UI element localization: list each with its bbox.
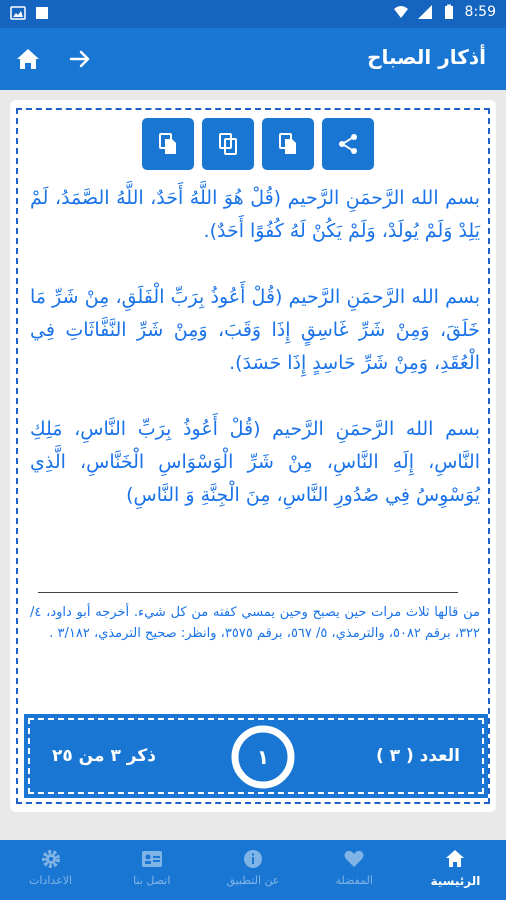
nav-label-contact: اتصل بنا xyxy=(133,874,171,887)
status-time: 8:59 xyxy=(464,4,496,20)
share-button[interactable] xyxy=(322,118,374,170)
notification-icon xyxy=(34,5,50,21)
nav-label-home: الرئيسية xyxy=(430,874,481,888)
zikr-card-border xyxy=(16,108,490,804)
share-icon xyxy=(336,132,360,156)
zikr-paragraph-falaq: بسم الله الرَّحمَنِ الرَّحيم (قُلْ أَعُوذُ بِرَبِّ الْفَلَقِ، مِنْ شَرِّ مَا خَلَقَ، وَمِنْ شَرِّ غَاسِقٍ إِذَا وَقَبَ، وَمِنْ شَرِّ النَّفَّاثَاتِ فِي الْعُقَدِ، وَمِنْ شَرِّ حَاسِدٍ إِذَا حَسَدَ). xyxy=(30,286,480,374)
divider xyxy=(38,592,458,593)
info-icon xyxy=(242,848,264,870)
zikr-paragraph-ikhlas: بسم الله الرَّحمَنِ الرَّحيم (قُلْ هُوَ اللَّهُ أَحَدٌ، اللَّهُ الصَّمَدُ، لَمْ يَلِدْ وَلَمْ يُولَدْ، وَلَمْ يَكُنْ لَهُ كُفُوًا أَحَدٌ). xyxy=(30,187,480,242)
gear-icon xyxy=(40,848,62,870)
nav-item-about[interactable] xyxy=(202,840,303,900)
zikr-progress-label: ذكر ٣ من ٢٥ xyxy=(52,746,156,766)
nav-item-favorites[interactable] xyxy=(304,840,405,900)
nav-item-settings[interactable] xyxy=(0,840,101,900)
contact-card-icon xyxy=(141,848,163,870)
counter-panel xyxy=(24,714,488,798)
wifi-icon xyxy=(393,4,409,20)
status-bar xyxy=(0,0,506,28)
nav-label-settings: الاعدادات xyxy=(29,874,73,887)
nav-item-home[interactable] xyxy=(405,840,506,900)
zikr-text xyxy=(30,182,480,545)
zikr-card xyxy=(10,100,496,812)
file-copy-icon xyxy=(276,132,300,156)
heart-icon xyxy=(343,848,365,870)
battery-icon xyxy=(441,4,457,20)
nav-label-favorites: المفضلة xyxy=(335,874,373,887)
signal-icon xyxy=(417,4,433,20)
counter-button[interactable]: ١ xyxy=(256,745,270,769)
page-title: أذكار الصباح xyxy=(367,45,486,69)
app-bar xyxy=(0,28,506,90)
copy-text-button[interactable] xyxy=(262,118,314,170)
nav-label-about: عن التطبيق xyxy=(226,874,280,887)
gallery-icon xyxy=(10,5,26,21)
action-toolbar xyxy=(142,118,374,170)
counter-panel-border xyxy=(28,718,484,794)
copy-all-button[interactable] xyxy=(202,118,254,170)
copy-button[interactable] xyxy=(142,118,194,170)
arrow-right-icon[interactable] xyxy=(66,46,94,72)
file-copy-icon xyxy=(156,132,180,156)
repeat-count-label: العدد ( ٣ ) xyxy=(375,746,460,766)
zikr-paragraph-nas: بسم الله الرَّحمَنِ الرَّحيم (قُلْ أَعُوذُ بِرَبِّ النَّاسِ، مَلِكِ النَّاسِ، إِلَهِ النَّاسِ، مِنْ شَرِّ الْوَسْوَاسِ الْخَنَّاسِ، الَّذِي يُوَسْوِسُ فِي صُدُورِ النَّاسِ، مِنَ الْجِنَّةِ وَ النَّاسِ) xyxy=(30,418,480,506)
bottom-nav xyxy=(0,840,506,900)
nav-item-contact[interactable] xyxy=(101,840,202,900)
copy-icon xyxy=(216,132,240,156)
zikr-source: من قالها ثلاث مرات حين يصبح وحين يمسي كفته من كل شيء. أخرجه أبو داود، ٤/ ٣٢٢، برقم ٥٠٨٢، والترمذي، ٥/ ٥٦٧، برقم ٣٥٧٥، وانظر: صحيح الترمذي، ٣/١٨٢ . xyxy=(30,605,480,641)
home-icon xyxy=(444,848,466,870)
home-icon[interactable] xyxy=(14,46,42,72)
